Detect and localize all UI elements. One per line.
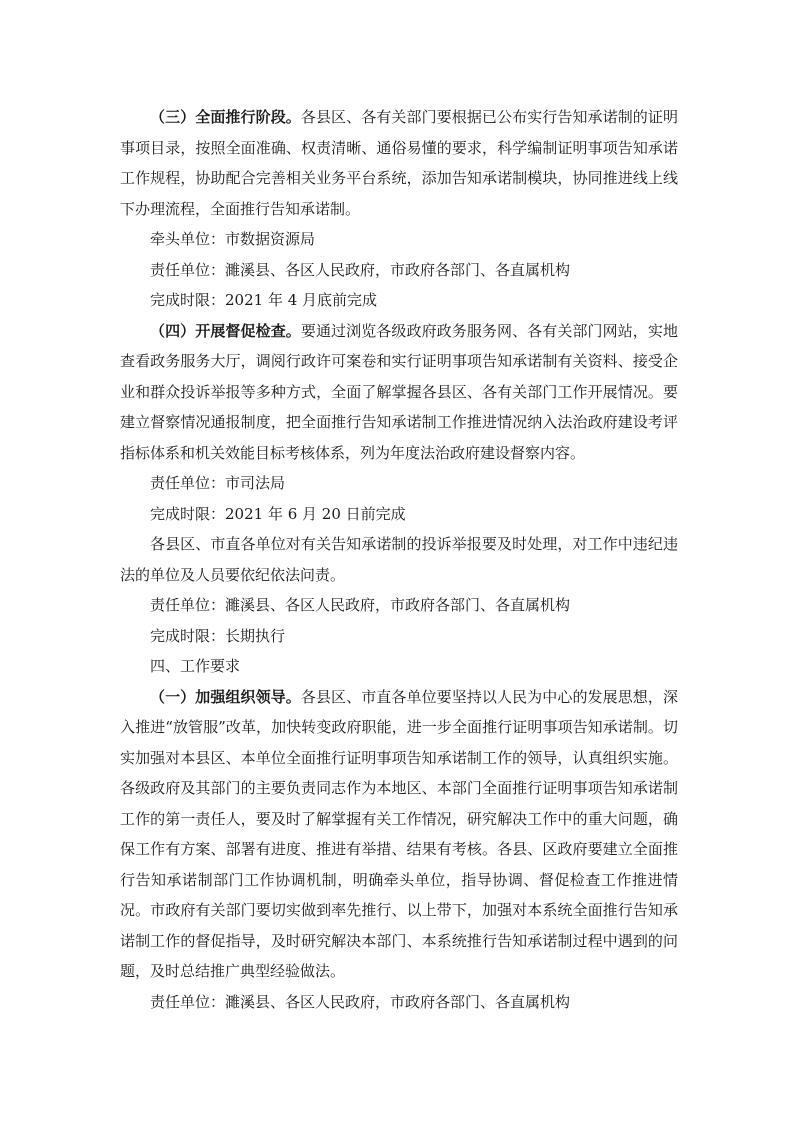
requirement-1-responsible-unit: 责任单位：濉溪县、各区人民政府，市政府各部门、各直属机构 bbox=[150, 992, 571, 1011]
section-3-deadline: 完成时限：2021 年 4 月底前完成 bbox=[150, 291, 378, 309]
requirement-1-heading: （一）加强组织领导。 bbox=[150, 687, 301, 706]
section-4-responsible-unit-2: 责任单位：濉溪县、各区人民政府，市政府各部门、各直属机构 bbox=[150, 596, 571, 614]
section-4-body-2: 各县区、市直各单位对有关告知承诺制的投诉举报要及时处理，对工作中违纪违法的单位及人员要依纪依法问责。 bbox=[120, 535, 678, 584]
section-4-responsible-unit: 责任单位：市司法局 bbox=[150, 474, 286, 492]
requirement-1-body: 各县区、市直各单位要坚持以人民为中心的发展思想，深入推进“放管服”改革，加快转变政府职能，进一步全面推行证明事项告知承诺制。切实加强对本县区、本单位全面推行证明事项告知承诺制工作的领导，认真组织实施。各级政府及其部门的主要负责同志作为本地区、本部门全面推行证明事项告知承诺制工作的第一责任人，要及时了解掌握有关工作情况，研究解决工作中的重大问题，确保工作有方案、部署有进度、推进有举措、结果有考核。各县、区政府要建立全面推行告知承诺制部门工作协调机制，明确牵头单位，指导协调、督促检查工作推进情况。市政府有关部门要切实做到率先推行、以上带下，加强对本系统全面推行告知承诺制工作的督促指导，及时研究解决本部门、本系统推行告知承诺制过程中遇到的问题，及时总结推广典型经验做法。 bbox=[120, 687, 678, 980]
section-3-heading: （三）全面推行阶段。 bbox=[150, 108, 301, 126]
section-3-responsible-unit: 责任单位：濉溪县、各区人民政府，市政府各部门、各直属机构 bbox=[150, 260, 571, 279]
section-3-body: 各县区、各有关部门要根据已公布实行告知承诺制的证明事项目录，按照全面准确、权责清晰、通俗易懂的要求，科学编制证明事项告知承诺工作规程，协助配合完善相关业务平台系统，添加告知承诺制模块，协同推进线上线下办理流程，全面推行告知承诺制。 bbox=[120, 108, 678, 218]
section-4-deadline: 完成时限：2021 年 6 月 20 日前完成 bbox=[150, 504, 406, 523]
text-column bbox=[120, 102, 678, 1017]
section-4-deadline-2: 完成时限：长期执行 bbox=[150, 626, 286, 645]
section-4-paragraph bbox=[120, 316, 678, 469]
section-3-paragraph bbox=[120, 102, 678, 224]
section-3-lead-unit: 牵头单位：市数据资源局 bbox=[150, 230, 316, 248]
section-4-body: 要通过浏览各级政府政务服务网、各有关部门网站，实地查看政务服务大厅，调阅行政许可案卷和实行证明事项告知承诺制有关资料、接受企业和群众投诉举报等多种方式，全面了解掌握各县区、各有关部门工作开展情况。要建立督察情况通报制度，把全面推行告知承诺制工作推进情况纳入法治政府建设考评指标体系和机关效能目标考核体系，列为年度法治政府建设督察内容。 bbox=[120, 321, 678, 462]
part-4-title: 四、工作要求 bbox=[150, 657, 241, 675]
requirement-1-paragraph bbox=[120, 682, 678, 987]
section-4-heading: （四）开展督促检查。 bbox=[150, 321, 301, 340]
